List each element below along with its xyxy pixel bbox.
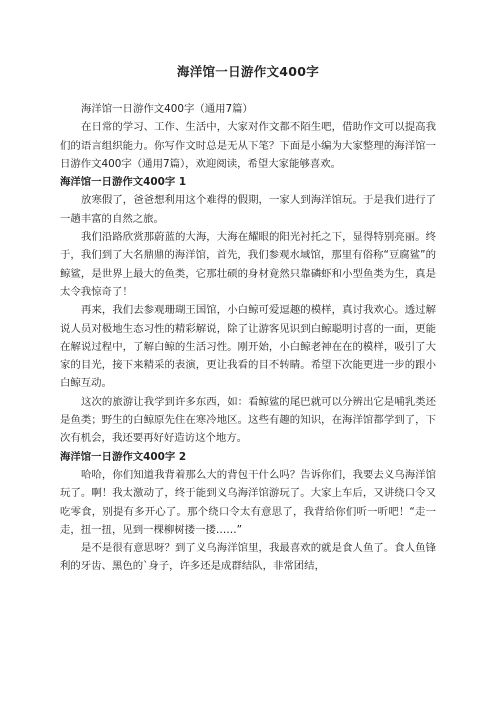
- intro-paragraph: 在日常的学习、工作、生活中，大家对作文都不陌生吧，借助作文可以提高我们的语言组织能力。你写作文时总是无从下笔？下面是小编为大家整理的海洋馆一日游作文400字（通用7篇），欢迎阅读，希望大家能够喜欢。: [60, 121, 436, 170]
- section-1-paragraph: 放寒假了，爸爸想利用这个难得的假期，一家人到海洋馆玩。于是我们进行了一趟丰富的自然之旅。: [60, 194, 436, 225]
- section-1-paragraph: 我们沿路欣赏那蔚蓝的大海，大海在耀眼的阳光衬托之下，显得特别亮丽。终于，我们到了大名鼎鼎的海洋馆，首先，我们参观水域馆，那里有俗称“豆腐鲨”的鲸鲨，是世界上最大的鱼类，它那壮硕的身材竟然只靠磷虾和小型鱼类为生，真是太令我惊奇了！: [60, 231, 436, 298]
- section-heading-1: 海洋馆一日游作文400字 1: [60, 176, 187, 189]
- section-1-paragraph: 这次的旅游让我学到许多东西，如：看鲸鲨的尾巴就可以分辨出它是哺乳类还是鱼类；野生的白鲸原先住在寒冷地区。这些有趣的知识，在海洋馆都学到了，下次有机会，我还要再好好造访这个地方。: [60, 395, 436, 445]
- section-2-paragraph: 是不是很有意思呀？到了义乌海洋馆里，我最喜欢的就是食人鱼了。食人鱼锋利的牙齿、黑色的`身子，许多还是成群结队，非常团结，: [60, 542, 436, 573]
- document-title: 海洋馆一日游作文400字: [176, 64, 320, 79]
- section-heading-2: 海洋馆一日游作文400字 2: [60, 450, 187, 463]
- section-2-paragraph: 哈哈，你们知道我背着那么大的背包干什么吗？告诉你们，我要去义乌海洋馆玩了。啊！我太激动了，终于能到义乌海洋馆游玩了。大家上车后，又讲绕口令又吃零食，别提有多开心了。那个绕口令太有意思了，我背给你们听一听吧！“走一走，扭一扭，见到一棵柳树搂一搂……”: [60, 468, 436, 536]
- section-1-paragraph: 再来，我们去参观珊瑚王国馆，小白鲸可爱逗趣的模样，真讨我欢心。透过解说人员对极地生态习性的精彩解说，除了让游客见识到白鲸聪明讨喜的一面，更能在解说过程中，了解白鲸的生活习性。刚开始，小白鲸老神在在的模样，吸引了大家的目光，接下来精采的表演，更让我看的目不转睛。希望下次能更进一步的跟小白鲸互动。: [60, 304, 436, 390]
- intro-subtitle: 海洋馆一日游作文400字（通用7篇）: [81, 103, 253, 115]
